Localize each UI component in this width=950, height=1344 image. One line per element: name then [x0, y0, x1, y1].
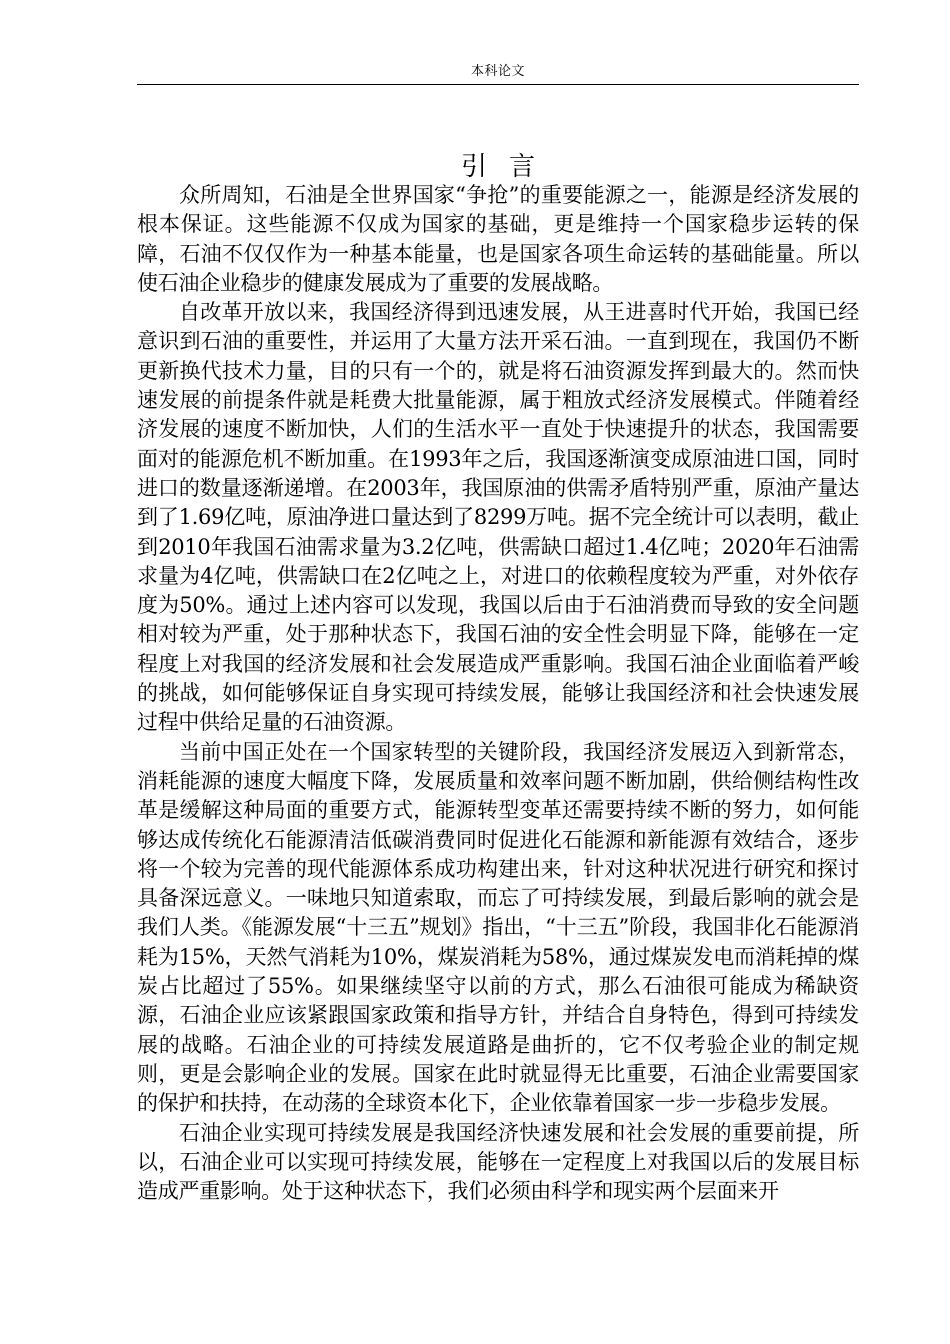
- paragraph-1: 众所周知，石油是全世界国家“争抢”的重要能源之一，能源是经济发展的根本保证。这些能源不仅成为国家的基础，更是维持一个国家稳步运转的保障，石油不仅仅作为一种基本能量，也是国家各项生命运转的基础能量。所以使石油企业稳步的健康发展成为了重要的发展战略。: [137, 183, 859, 295]
- section-title: 引言: [460, 152, 557, 182]
- paragraph-2: 自改革开放以来，我国经济得到迅速发展，从王进喜时代开始，我国已经意识到石油的重要性，并运用了大量方法开采石油。一直到现在，我国仍不断更新换代技术力量，目的只有一个的，就是将石油资源发挥到最大的。然而快速发展的前提条件就是耗费大批量能源，属于粗放式经济发展模式。伴随着经济发展的速度不断加快，人们的生活水平一直处于快速提升的状态，我国需要面对的能源危机不断加重。在1993年之后，我国逐渐演变成原油进口国，同时进口的数量逐渐递增。在2003年，我国原油的供需矛盾特别严重，原油产量达到了1.69亿吨，原油净进口量达到了8299万吨。据不完全统计可以表明，截止到2010年我国石油需求量为3.2亿吨，供需缺口超过1.4亿吨；2020年石油需求量为4亿吨，供需缺口在2亿吨之上，对进口的依赖程度较为严重，对外依存度为50%。通过上述内容可以发现，我国以后由于石油消费而导致的安全问题相对较为严重，处于那种状态下，我国石油的安全性会明显下降，能够在一定程度上对我国的经济发展和社会发展造成严重影响。我国石油企业面临着严峻的挑战，如何能够保证自身实现可持续发展，能够让我国经济和社会快速发展过程中供给足量的石油资源。: [137, 300, 859, 735]
- paragraph-4: 石油企业实现可持续发展是我国经济快速发展和社会发展的重要前提，所以，石油企业可以实现可持续发展，能够在一定程度上对我国以后的发展目标造成严重影响。处于这种状态下，我们必须由科学和现实两个层面来开: [137, 1120, 859, 1204]
- paragraph-3: 当前中国正处在一个国家转型的关键阶段，我国经济发展迈入到新常态，消耗能源的速度大幅度下降，发展质量和效率问题不断加剧，供给侧结构性改革是缓解这种局面的重要方式，能源转型变革还需要持续不断的努力，如何能够达成传统化石能源清洁低碳消费同时促进化石能源和新能源有效结合，逐步将一个较为完善的现代能源体系成功构建出来，针对这种状况进行研究和探讨具备深远意义。一味地只知道索取，而忘了可持续发展，到最后影响的就会是我们人类。《能源发展“十三五”规划》指出，“十三五”阶段，我国非化石能源消耗为15%，天然气消耗为10%，煤炭消耗为58%，通过煤炭发电而消耗掉的煤炭占比超过了55%。如果继续坚守以前的方式，那么石油很可能成为稀缺资源，石油企业应该紧跟国家政策和指导方针，并结合自身特色，得到可持续发展的战略。石油企业的可持续发展道路是曲折的，它不仅考验企业的制定规则，更是会影响企业的发展。国家在此时就显得无比重要，石油企业需要国家的保护和扶持，在动荡的全球资本化下，企业依靠着国家一步一步稳步发展。: [137, 739, 859, 1116]
- running-header: 本科论文: [470, 64, 525, 79]
- body-text: [137, 181, 859, 1206]
- header-rule: [137, 84, 859, 85]
